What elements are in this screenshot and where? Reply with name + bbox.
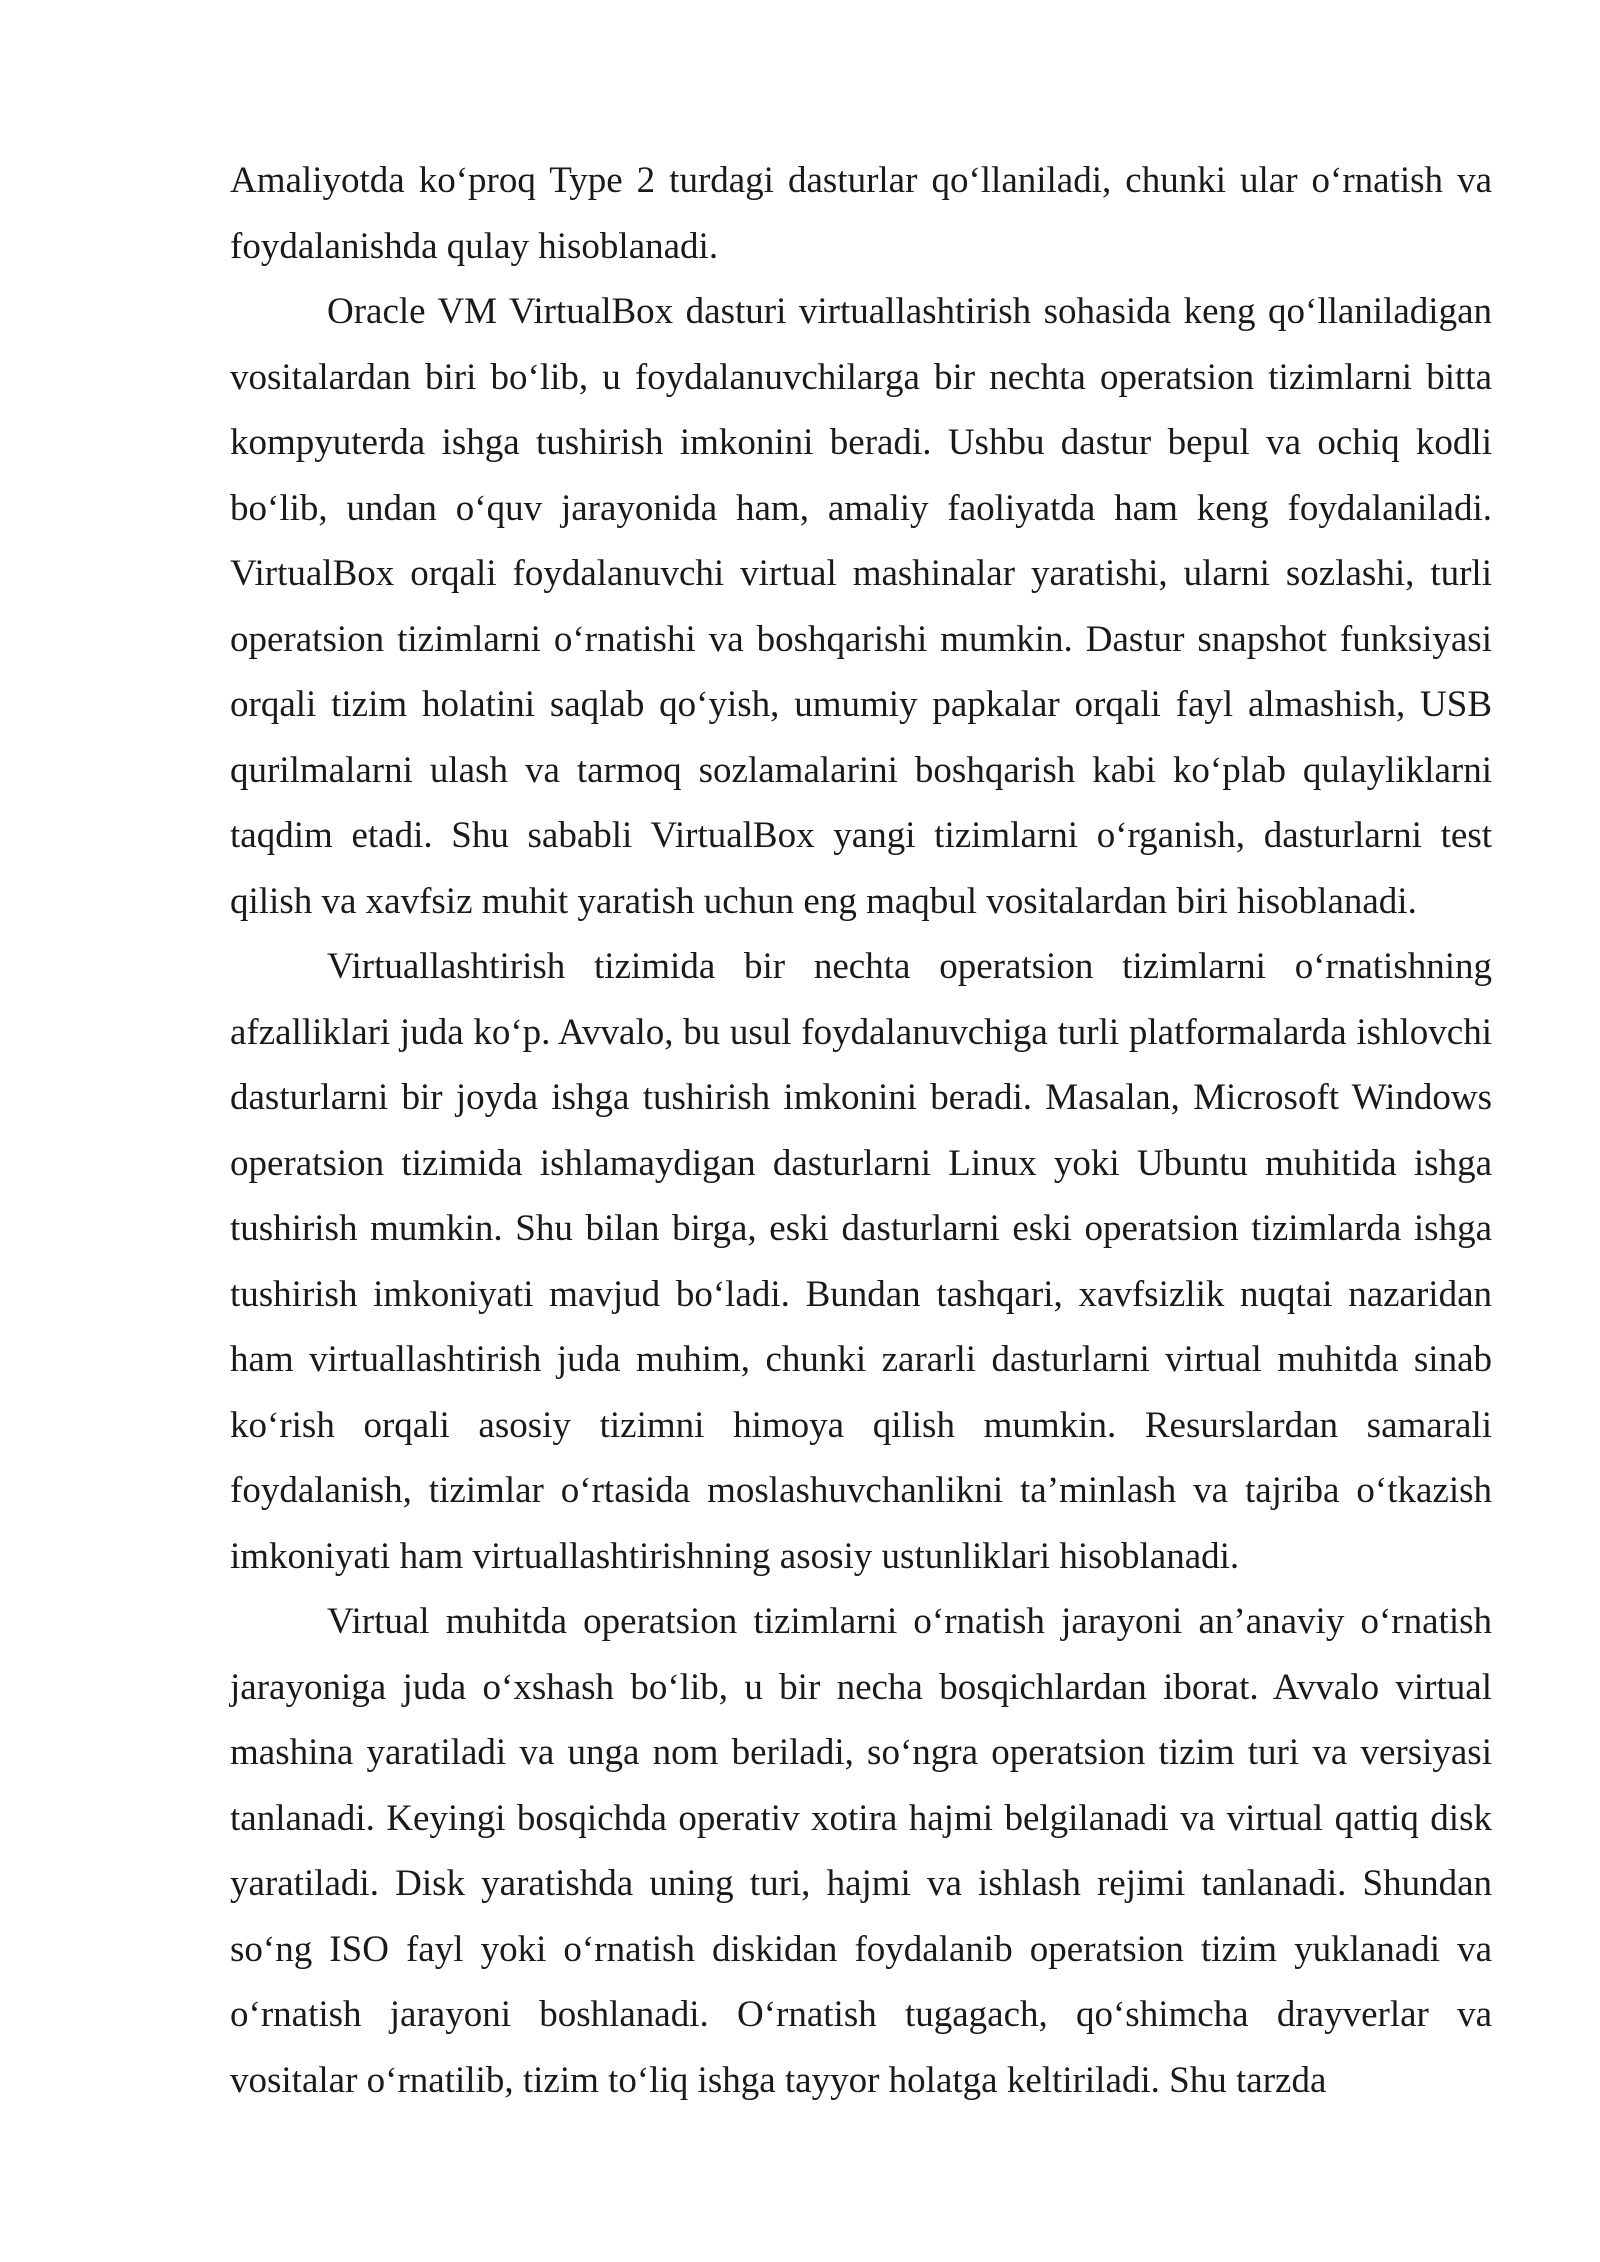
paragraph-installation-process: Virtual muhitda operatsion tizimlarni oʻrnatish jarayoni anʼanaviy oʻrnatish jarayoniga juda oʻxshash boʻlib, u bir necha bosqichlardan iborat. Avvalo virtual mashina yaratiladi va unga nom beriladi, soʻngra operatsion tizim turi va versiyasi tanlanadi. Keyingi bosqichda operativ xotira hajmi belgilanadi va virtual qattiq disk yaratiladi. Disk yaratishda uning turi, hajmi va ishlash rejimi tanlanadi. Shundan soʻng ISO fayl yoki oʻrnatish diskidan foydalanib operatsion tizim yuklanadi va oʻrnatish jarayoni boshlanadi. Oʻrnatish tugagach, qoʻshimcha drayverlar va vositalar oʻrnatilib, tizim toʻliq ishga tayyor holatga keltiriladi. Shu tarzda [230, 1601, 1492, 2101]
paragraph-virtualization-advantages: Virtuallashtirish tizimida bir nechta operatsion tizimlarni oʻrnatishning afzalliklari juda koʻp. Avvalo, bu usul foydalanuvchiga turli platformalarda ishlovchi dasturlarni bir joyda ishga tushirish imkonini beradi. Masalan, Microsoft Windows operatsion tizimida ishlamaydigan dasturlarni Linux yoki Ubuntu muhitida ishga tushirish mumkin. Shu bilan birga, eski dasturlarni eski operatsion tizimlarda ishga tushirish imkoniyati mavjud boʻladi. Bundan tashqari, xavfsizlik nuqtai nazaridan ham virtuallashtirish juda muhim, chunki zararli dasturlarni virtual muhitda sinab koʻrish orqali asosiy tizimni himoya qilish mumkin. Resurslardan samarali foydalanish, tizimlar oʻrtasida moslashuvchanlikni taʼminlash va tajriba oʻtkazish imkoniyati ham virtuallashtirishning asosiy ustunliklari hisoblanadi. [230, 946, 1492, 1577]
paragraph-virtualbox-overview: Oracle VM VirtualBox dasturi virtuallashtirish sohasida keng qoʻllaniladigan vositalardan biri boʻlib, u foydalanuvchilarga bir nechta operatsion tizimlarni bitta kompyuterda ishga tushirish imkonini beradi. Ushbu dastur bepul va ochiq kodli boʻlib, undan oʻquv jarayonida ham, amaliy faoliyatda ham keng foydalaniladi. VirtualBox orqali foydalanuvchi virtual mashinalar yaratishi, ularni sozlashi, turli operatsion tizimlarni oʻrnatishi va boshqarishi mumkin. Dastur snapshot funksiyasi orqali tizim holatini saqlab qoʻyish, umumiy papkalar orqali fayl almashish, USB qurilmalarni ulash va tarmoq sozlamalarini boshqarish kabi koʻplab qulayliklarni taqdim etadi. Shu sababli VirtualBox yangi tizimlarni oʻrganish, dasturlarni test qilish va xavfsiz muhit yaratish uchun eng maqbul vositalardan biri hisoblanadi. [230, 291, 1492, 922]
paragraph-type2-usage: Amaliyotda koʻproq Type 2 turdagi dasturlar qoʻllaniladi, chunki ular oʻrnatish va foydalanishda qulay hisoblanadi. [230, 160, 1492, 267]
body-text [230, 148, 1492, 2113]
